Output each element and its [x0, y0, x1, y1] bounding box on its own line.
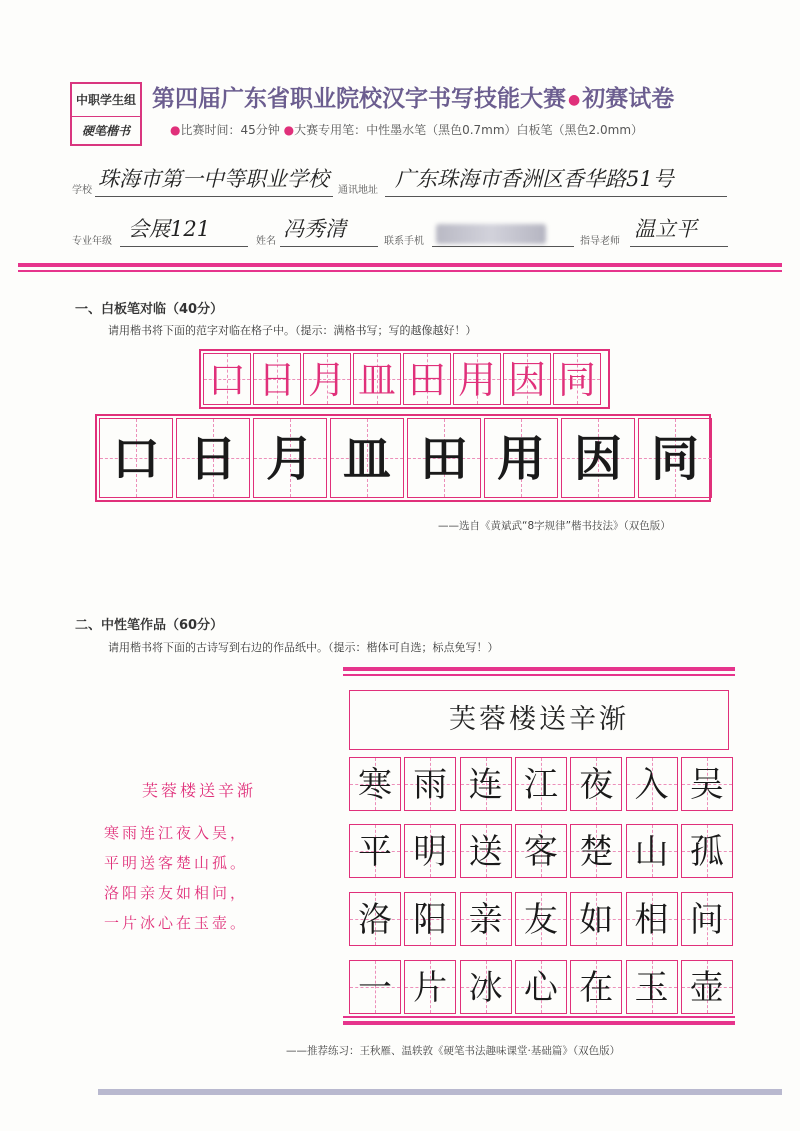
group-badge — [70, 82, 142, 146]
grid-character: 田 — [407, 358, 446, 402]
poem-line: 平明送客楚山孤。 — [104, 854, 249, 872]
work-char-cell[interactable] — [681, 757, 733, 811]
grid-character: 日 — [188, 431, 237, 487]
grid-character: 阳 — [413, 900, 448, 940]
model-char-cell — [303, 353, 351, 405]
grid-character: 皿 — [357, 358, 396, 402]
grid-character: 同 — [557, 358, 596, 402]
grid-character: 玉 — [634, 968, 669, 1008]
work-char-cell[interactable] — [681, 960, 733, 1014]
header-divider — [18, 263, 782, 267]
exam-title-main: 第四届广东省职业院校汉字书写技能大赛 — [152, 86, 566, 112]
grid-character: 山 — [634, 832, 669, 872]
phone-underline — [432, 246, 574, 247]
writing-char-cell[interactable] — [407, 418, 481, 498]
phone-label: 联系手机 — [384, 236, 424, 247]
school-label: 学校 — [72, 185, 92, 196]
work-char-cell[interactable] — [626, 824, 678, 878]
grid-character: 冰 — [468, 968, 503, 1008]
name-label: 姓名 — [256, 236, 276, 247]
grid-character: 口 — [111, 431, 160, 487]
bullet-dot-icon: ● — [283, 123, 295, 137]
grid-character: 孤 — [689, 832, 724, 872]
work-char-cell[interactable] — [570, 824, 622, 878]
writing-char-cell[interactable] — [253, 418, 327, 498]
grid-character: 月 — [265, 431, 314, 487]
section1-heading: 一、白板笔对临（40分） — [75, 302, 224, 317]
work-char-cell[interactable] — [515, 960, 567, 1014]
grade-underline — [120, 246, 248, 247]
grid-character: 相 — [634, 900, 669, 940]
grade-label: 专业年级 — [72, 236, 112, 247]
grid-character: 田 — [419, 431, 468, 487]
work-char-cell[interactable] — [681, 824, 733, 878]
address-underline — [385, 196, 727, 197]
work-char-cell[interactable] — [626, 960, 678, 1014]
grid-character: 友 — [523, 900, 558, 940]
work-char-cell[interactable] — [570, 960, 622, 1014]
grade-value[interactable]: 会展121 — [128, 217, 211, 241]
work-char-cell[interactable] — [515, 824, 567, 878]
grid-character: 因 — [507, 358, 546, 402]
work-char-cell[interactable] — [404, 757, 456, 811]
work-char-cell[interactable] — [460, 960, 512, 1014]
grid-character: 送 — [468, 832, 503, 872]
grid-character: 因 — [573, 431, 622, 487]
grid-character: 同 — [650, 431, 699, 487]
school-value[interactable]: 珠海市第一中等职业学校 — [98, 167, 329, 191]
work-char-cell[interactable] — [349, 892, 401, 946]
address-label: 通讯地址 — [338, 185, 378, 196]
grid-character: 用 — [496, 431, 545, 487]
model-char-cell — [403, 353, 451, 405]
work-bottom-band — [343, 1021, 735, 1025]
work-char-cell[interactable] — [681, 892, 733, 946]
grid-character: 客 — [523, 832, 558, 872]
grid-character: 用 — [457, 358, 496, 402]
work-char-cell[interactable] — [404, 960, 456, 1014]
grid-character: 洛 — [358, 900, 392, 940]
section1-instruction: 请用楷书将下面的范字对临在格子中。（提示：满格书写；写的越像越好！） — [108, 324, 477, 337]
bullet-dot-icon: ● — [170, 123, 181, 137]
badge-category-label: 硬笔楷书 — [81, 124, 130, 138]
footer-bar — [98, 1089, 782, 1095]
teacher-label: 指导老师 — [580, 236, 620, 247]
model-char-cell — [453, 353, 501, 405]
grid-character: 亲 — [468, 900, 503, 940]
work-char-cell[interactable] — [460, 824, 512, 878]
phone-redacted — [436, 224, 546, 244]
grid-character: 片 — [413, 968, 448, 1008]
grid-character: 寒 — [358, 765, 392, 805]
grid-character: 月 — [307, 358, 346, 402]
grid-character: 夜 — [579, 765, 614, 805]
work-bottom-band-thin — [343, 1016, 735, 1018]
section2-source: ——推荐练习：王秋雁、温轶敦《硬笔书法趣味课堂·基础篇》（双色版） — [286, 1045, 621, 1057]
section2-heading: 二、中性笔作品（60分） — [75, 618, 224, 633]
writing-char-cell[interactable] — [330, 418, 404, 498]
writing-char-cell[interactable] — [561, 418, 635, 498]
model-char-cell — [203, 353, 251, 405]
exam-title-tail: 初赛试卷 — [582, 86, 675, 112]
model-char-cell — [253, 353, 301, 405]
bullet-dot-icon: ● — [568, 91, 581, 108]
grid-character: 问 — [689, 900, 724, 940]
school-underline — [95, 196, 333, 197]
model-char-cell — [503, 353, 551, 405]
grid-character: 吴 — [689, 765, 724, 805]
grid-character: 楚 — [579, 832, 614, 872]
writing-char-cell[interactable] — [99, 418, 173, 498]
work-char-cell[interactable] — [626, 892, 678, 946]
grid-character: 皿 — [342, 431, 391, 487]
grid-character: 明 — [413, 832, 448, 872]
poem-line: 洛阳亲友如相问， — [104, 884, 249, 902]
grid-character: 在 — [579, 968, 614, 1008]
model-char-cell — [553, 353, 601, 405]
grid-character: 心 — [523, 968, 558, 1008]
poem-line: 寒雨连江夜入吴， — [104, 824, 249, 842]
exam-title — [152, 80, 674, 113]
work-char-cell[interactable] — [460, 757, 512, 811]
teacher-underline — [630, 246, 728, 247]
work-char-cell[interactable] — [570, 757, 622, 811]
grid-character: 如 — [579, 900, 614, 940]
grid-character: 壶 — [689, 968, 724, 1008]
header-divider-thin — [18, 270, 782, 272]
work-char-cell[interactable] — [570, 892, 622, 946]
grid-character: 一 — [358, 968, 392, 1008]
writing-char-cell[interactable] — [638, 418, 712, 498]
grid-character: 连 — [468, 765, 503, 805]
writing-char-cell[interactable] — [176, 418, 250, 498]
exam-time: 比赛时间：45分钟 — [180, 123, 280, 137]
work-char-cell[interactable] — [626, 757, 678, 811]
poem-line: 一片冰心在玉壶。 — [104, 914, 249, 932]
name-underline — [280, 246, 378, 247]
grid-character: 入 — [634, 765, 669, 805]
work-char-cell[interactable] — [515, 757, 567, 811]
work-top-band — [343, 667, 735, 671]
work-char-cell[interactable] — [460, 892, 512, 946]
grid-character: 口 — [207, 358, 246, 402]
work-title-box[interactable]: 芙蓉楼送辛渐 — [349, 690, 729, 750]
work-char-cell[interactable] — [404, 824, 456, 878]
model-char-cell — [353, 353, 401, 405]
work-char-cell[interactable] — [349, 960, 401, 1014]
exam-subtitle — [170, 121, 643, 138]
grid-character: 日 — [257, 358, 296, 402]
work-char-cell[interactable] — [349, 757, 401, 811]
grid-character: 平 — [358, 832, 392, 872]
grid-character: 江 — [523, 765, 558, 805]
exam-pen: 大赛专用笔：中性墨水笔（黑色0.7mm）白板笔（黑色2.0mm） — [294, 123, 644, 137]
teacher-value[interactable]: 温立平 — [634, 217, 697, 241]
name-value[interactable]: 冯秀清 — [283, 217, 346, 241]
badge-group-label: 中职学生组 — [72, 84, 140, 117]
address-value[interactable]: 广东珠海市香洲区香华路51号 — [395, 167, 674, 191]
work-top-band-thin — [343, 674, 735, 676]
section1-source: ——选自《黄斌武“8字规律”楷书技法》（双色版） — [438, 520, 671, 532]
poem-title: 芙蓉楼送辛渐 — [142, 781, 257, 800]
work-char-cell[interactable] — [404, 892, 456, 946]
work-char-cell[interactable] — [515, 892, 567, 946]
work-char-cell[interactable] — [349, 824, 401, 878]
writing-char-cell[interactable] — [484, 418, 558, 498]
grid-character: 雨 — [413, 765, 448, 805]
section2-instruction: 请用楷书将下面的古诗写到右边的作品纸中。（提示：楷体可自选；标点免写！） — [108, 641, 499, 654]
